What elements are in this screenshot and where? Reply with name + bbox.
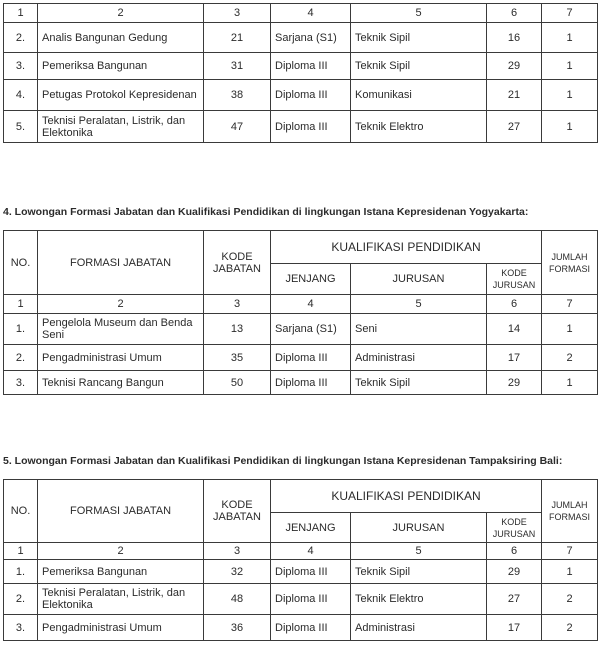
- row-kode-jurusan: 27: [487, 584, 542, 615]
- number-cell: 5: [351, 295, 487, 314]
- table-yogyakarta: [3, 230, 598, 395]
- row-no: 4.: [4, 80, 38, 111]
- table-row: [4, 345, 598, 371]
- number-cell: 1: [4, 295, 38, 314]
- number-cell: 5: [351, 543, 487, 560]
- number-cell: 2: [38, 4, 204, 23]
- row-kode-jabatan: 32: [204, 560, 271, 584]
- number-cell: 5: [351, 4, 487, 23]
- number-cell: 7: [542, 295, 598, 314]
- row-jenjang: Diploma III: [271, 615, 351, 641]
- row-kode-jurusan: 29: [487, 53, 542, 80]
- section-4-heading: 4. Lowongan Formasi Jabatan dan Kualifikasi Pendidikan di lingkungan Istana Kepresidenan Yogyakarta:: [3, 206, 529, 218]
- row-formasi: Pengadministrasi Umum: [38, 345, 204, 371]
- header-kualifikasi: KUALIFIKASI PENDIDIKAN: [271, 480, 542, 513]
- row-jurusan: Seni: [351, 314, 487, 345]
- header-kualifikasi: KUALIFIKASI PENDIDIKAN: [271, 231, 542, 264]
- row-jenjang: Sarjana (S1): [271, 314, 351, 345]
- number-cell: 3: [204, 543, 271, 560]
- table-row: [4, 560, 598, 584]
- row-formasi: Teknisi Peralatan, Listrik, dan Elektonika: [38, 111, 204, 143]
- row-no: 3.: [4, 371, 38, 395]
- row-formasi: Pengelola Museum dan Benda Seni: [38, 314, 204, 345]
- header-kode-jabatan: KODE JABATAN: [204, 231, 271, 295]
- row-kode-jabatan: 36: [204, 615, 271, 641]
- header-kode-jurusan: KODE JURUSAN: [487, 513, 542, 543]
- row-jurusan: Teknik Sipil: [351, 371, 487, 395]
- row-kode-jurusan: 27: [487, 111, 542, 143]
- number-cell: 4: [271, 295, 351, 314]
- table-row: [4, 53, 598, 80]
- row-jenjang: Sarjana (S1): [271, 23, 351, 53]
- number-cell: 6: [487, 4, 542, 23]
- row-jenjang: Diploma III: [271, 560, 351, 584]
- row-no: 5.: [4, 111, 38, 143]
- header-jenjang: JENJANG: [271, 513, 351, 543]
- row-jumlah: 2: [542, 345, 598, 371]
- number-cell: 3: [204, 295, 271, 314]
- row-no: 3.: [4, 615, 38, 641]
- table-row: [4, 23, 598, 53]
- number-cell: 1: [4, 4, 38, 23]
- number-cell: 2: [38, 295, 204, 314]
- row-jumlah: 1: [542, 314, 598, 345]
- row-kode-jabatan: 48: [204, 584, 271, 615]
- table-row: [4, 111, 598, 143]
- number-cell: 4: [271, 543, 351, 560]
- row-kode-jurusan: 21: [487, 80, 542, 111]
- row-jurusan: Teknik Elektro: [351, 111, 487, 143]
- row-formasi: Teknisi Peralatan, Listrik, dan Elektonika: [38, 584, 204, 615]
- number-cell: 2: [38, 543, 204, 560]
- row-jumlah: 1: [542, 371, 598, 395]
- number-row: [4, 543, 598, 560]
- row-jurusan: Teknik Elektro: [351, 584, 487, 615]
- row-formasi: Pengadministrasi Umum: [38, 615, 204, 641]
- row-kode-jabatan: 47: [204, 111, 271, 143]
- row-jenjang: Diploma III: [271, 371, 351, 395]
- row-kode-jurusan: 14: [487, 314, 542, 345]
- header-row: [4, 480, 598, 513]
- row-jumlah: 2: [542, 615, 598, 641]
- row-kode-jurusan: 17: [487, 615, 542, 641]
- number-cell: 1: [4, 543, 38, 560]
- row-no: 2.: [4, 345, 38, 371]
- row-formasi: Pemeriksa Bangunan: [38, 53, 204, 80]
- header-kode-jurusan: KODE JURUSAN: [487, 264, 542, 295]
- row-jumlah: 1: [542, 53, 598, 80]
- header-jumlah: JUMLAH FORMASI: [542, 231, 598, 295]
- row-kode-jabatan: 31: [204, 53, 271, 80]
- row-kode-jurusan: 29: [487, 371, 542, 395]
- row-jumlah: 2: [542, 584, 598, 615]
- row-jumlah: 1: [542, 80, 598, 111]
- row-no: 2.: [4, 584, 38, 615]
- row-jenjang: Diploma III: [271, 345, 351, 371]
- row-jumlah: 1: [542, 23, 598, 53]
- table-row: [4, 584, 598, 615]
- row-kode-jurusan: 16: [487, 23, 542, 53]
- header-formasi: FORMASI JABATAN: [38, 480, 204, 543]
- row-kode-jurusan: 17: [487, 345, 542, 371]
- table-row: [4, 371, 598, 395]
- row-jenjang: Diploma III: [271, 584, 351, 615]
- row-jenjang: Diploma III: [271, 80, 351, 111]
- row-jenjang: Diploma III: [271, 111, 351, 143]
- header-jumlah: JUMLAH FORMASI: [542, 480, 598, 543]
- header-jenjang: JENJANG: [271, 264, 351, 295]
- row-formasi: Analis Bangunan Gedung: [38, 23, 204, 53]
- header-formasi: FORMASI JABATAN: [38, 231, 204, 295]
- number-cell: 3: [204, 4, 271, 23]
- header-jurusan: JURUSAN: [351, 264, 487, 295]
- number-cell: 7: [542, 4, 598, 23]
- number-cell: 6: [487, 543, 542, 560]
- table-row: [4, 615, 598, 641]
- header-jurusan: JURUSAN: [351, 513, 487, 543]
- header-row: [4, 231, 598, 264]
- table-formasi-continued: [3, 3, 598, 143]
- header-kode-jabatan: KODE JABATAN: [204, 480, 271, 543]
- row-kode-jabatan: 50: [204, 371, 271, 395]
- row-jurusan: Teknik Sipil: [351, 560, 487, 584]
- row-jurusan: Teknik Sipil: [351, 53, 487, 80]
- table-row: [4, 314, 598, 345]
- row-jurusan: Teknik Sipil: [351, 23, 487, 53]
- header-no: NO.: [4, 480, 38, 543]
- table-tampaksiring-bali: [3, 479, 598, 641]
- row-kode-jabatan: 21: [204, 23, 271, 53]
- row-no: 1.: [4, 314, 38, 345]
- row-jumlah: 1: [542, 111, 598, 143]
- number-cell: 6: [487, 295, 542, 314]
- number-row: [4, 4, 598, 23]
- row-no: 2.: [4, 23, 38, 53]
- header-no: NO.: [4, 231, 38, 295]
- row-jurusan: Komunikasi: [351, 80, 487, 111]
- row-formasi: Pemeriksa Bangunan: [38, 560, 204, 584]
- number-cell: 7: [542, 543, 598, 560]
- row-kode-jabatan: 13: [204, 314, 271, 345]
- row-jurusan: Administrasi: [351, 345, 487, 371]
- row-jumlah: 1: [542, 560, 598, 584]
- row-jurusan: Administrasi: [351, 615, 487, 641]
- number-cell: 4: [271, 4, 351, 23]
- row-jenjang: Diploma III: [271, 53, 351, 80]
- section-5-heading: 5. Lowongan Formasi Jabatan dan Kualifikasi Pendidikan di lingkungan Istana Kepresidenan Tampaksiring Bali:: [3, 455, 563, 467]
- row-no: 3.: [4, 53, 38, 80]
- row-formasi: Teknisi Rancang Bangun: [38, 371, 204, 395]
- row-kode-jabatan: 38: [204, 80, 271, 111]
- row-kode-jurusan: 29: [487, 560, 542, 584]
- row-formasi: Petugas Protokol Kepresidenan: [38, 80, 204, 111]
- table-row: [4, 80, 598, 111]
- row-kode-jabatan: 35: [204, 345, 271, 371]
- row-no: 1.: [4, 560, 38, 584]
- number-row: [4, 295, 598, 314]
